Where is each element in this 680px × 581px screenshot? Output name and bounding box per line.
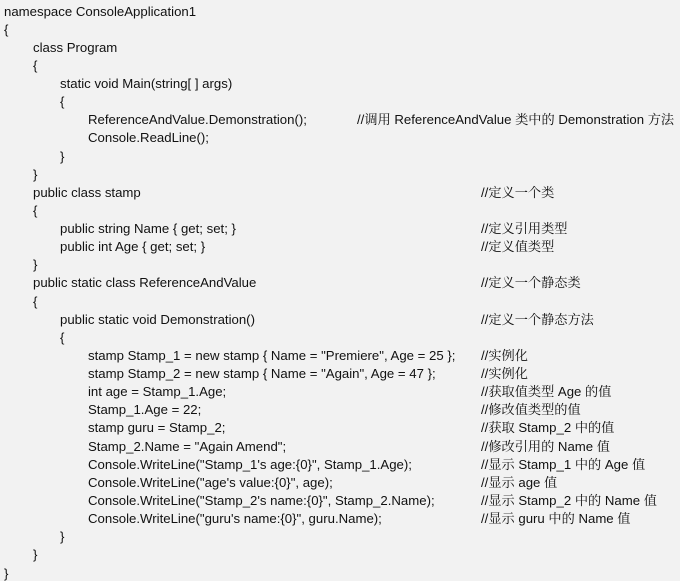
code-line	[0, 220, 680, 238]
code-line	[0, 565, 680, 581]
code-line	[0, 365, 680, 383]
code-line	[0, 311, 680, 329]
code-comment: //显示 age 值	[481, 474, 558, 490]
code-text: int age = Stamp_1.Age;	[88, 384, 227, 400]
code-line	[0, 202, 680, 220]
code-line	[0, 75, 680, 93]
code-line	[0, 528, 680, 546]
code-comment: //定义引用类型	[481, 221, 568, 237]
code-text: public string Name { get; set; }	[60, 221, 236, 237]
code-comment: //获取 Stamp_2 中的值	[481, 420, 615, 436]
code-line	[0, 3, 680, 21]
code-comment: //获取值类型 Age 的值	[481, 384, 612, 400]
code-line	[0, 329, 680, 347]
code-comment: //定义值类型	[481, 239, 555, 255]
code-line	[0, 111, 680, 129]
code-line	[0, 57, 680, 75]
code-line	[0, 383, 680, 401]
code-text: {	[60, 94, 65, 110]
code-line	[0, 148, 680, 166]
code-line	[0, 93, 680, 111]
code-line	[0, 256, 680, 274]
code-comment: //定义一个静态类	[481, 275, 581, 291]
code-text: Console.WriteLine("age's value:{0}", age);	[88, 474, 333, 490]
code-comment: //实例化	[481, 347, 528, 363]
code-text: }	[33, 257, 38, 273]
code-text: Console.WriteLine("Stamp_2's name:{0}", Stamp_2.Name);	[88, 493, 435, 508]
code-text: Console.WriteLine("guru's name:{0}", guru.Name);	[88, 511, 382, 527]
code-line	[0, 39, 680, 57]
code-text: {	[33, 57, 38, 73]
code-line	[0, 546, 680, 564]
code-line	[0, 21, 680, 39]
code-line	[0, 238, 680, 256]
code-line	[0, 510, 680, 528]
code-comment: //定义一个类	[481, 184, 555, 200]
code-comment: //实例化	[481, 366, 528, 382]
code-text: Stamp_1.Age = 22;	[88, 402, 202, 418]
code-line	[0, 166, 680, 184]
code-comment: //显示 guru 中的 Name 值	[481, 511, 631, 527]
code-text: Console.ReadLine();	[88, 130, 209, 146]
code-text: static void Main(string[ ] args)	[60, 76, 233, 92]
code-text: }	[60, 529, 65, 545]
code-text: stamp Stamp_2 = new stamp { Name = "Again", Age = 47 };	[88, 366, 436, 382]
code-text: public class stamp	[33, 184, 141, 200]
code-line	[0, 293, 680, 311]
code-comment: //定义一个静态方法	[481, 311, 594, 327]
code-line	[0, 129, 680, 147]
code-line	[0, 274, 680, 292]
code-text: {	[4, 21, 9, 37]
code-comment: //修改值类型的值	[481, 402, 581, 418]
code-line	[0, 492, 680, 510]
code-text: namespace ConsoleApplication1	[4, 3, 197, 19]
code-text: class Program	[33, 39, 118, 55]
code-text: }	[60, 148, 65, 164]
code-text: {	[33, 293, 38, 309]
code-comment: //显示 Stamp_1 中的 Age 值	[481, 456, 646, 472]
code-text: stamp Stamp_1 = new stamp { Name = "Premiere", Age = 25 };	[88, 347, 456, 363]
code-line	[0, 419, 680, 437]
code-line	[0, 347, 680, 365]
code-text: Stamp_2.Name = "Again Amend";	[88, 438, 287, 454]
code-text: {	[60, 329, 65, 345]
code-text: public static class ReferenceAndValue	[33, 275, 257, 291]
code-comment: //调用 ReferenceAndValue 类中的 Demonstration 方法	[357, 112, 675, 128]
code-text: Console.WriteLine("Stamp_1's age:{0}", Stamp_1.Age);	[88, 456, 412, 472]
code-line	[0, 401, 680, 419]
code-comment: //修改引用的 Name 值	[481, 438, 610, 454]
code-text: {	[33, 202, 38, 218]
code-text: }	[4, 565, 9, 581]
code-text: }	[33, 166, 38, 182]
code-comment: //显示 Stamp_2 中的 Name 值	[481, 493, 657, 508]
code-text: ReferenceAndValue.Demonstration();	[88, 112, 307, 128]
code-text: public int Age { get; set; }	[60, 239, 206, 255]
code-text: }	[33, 547, 38, 563]
code-line	[0, 456, 680, 474]
code-line	[0, 474, 680, 492]
code-text: public static void Demonstration()	[60, 311, 255, 327]
code-text: stamp guru = Stamp_2;	[88, 420, 226, 436]
code-line	[0, 438, 680, 456]
code-line	[0, 184, 680, 202]
